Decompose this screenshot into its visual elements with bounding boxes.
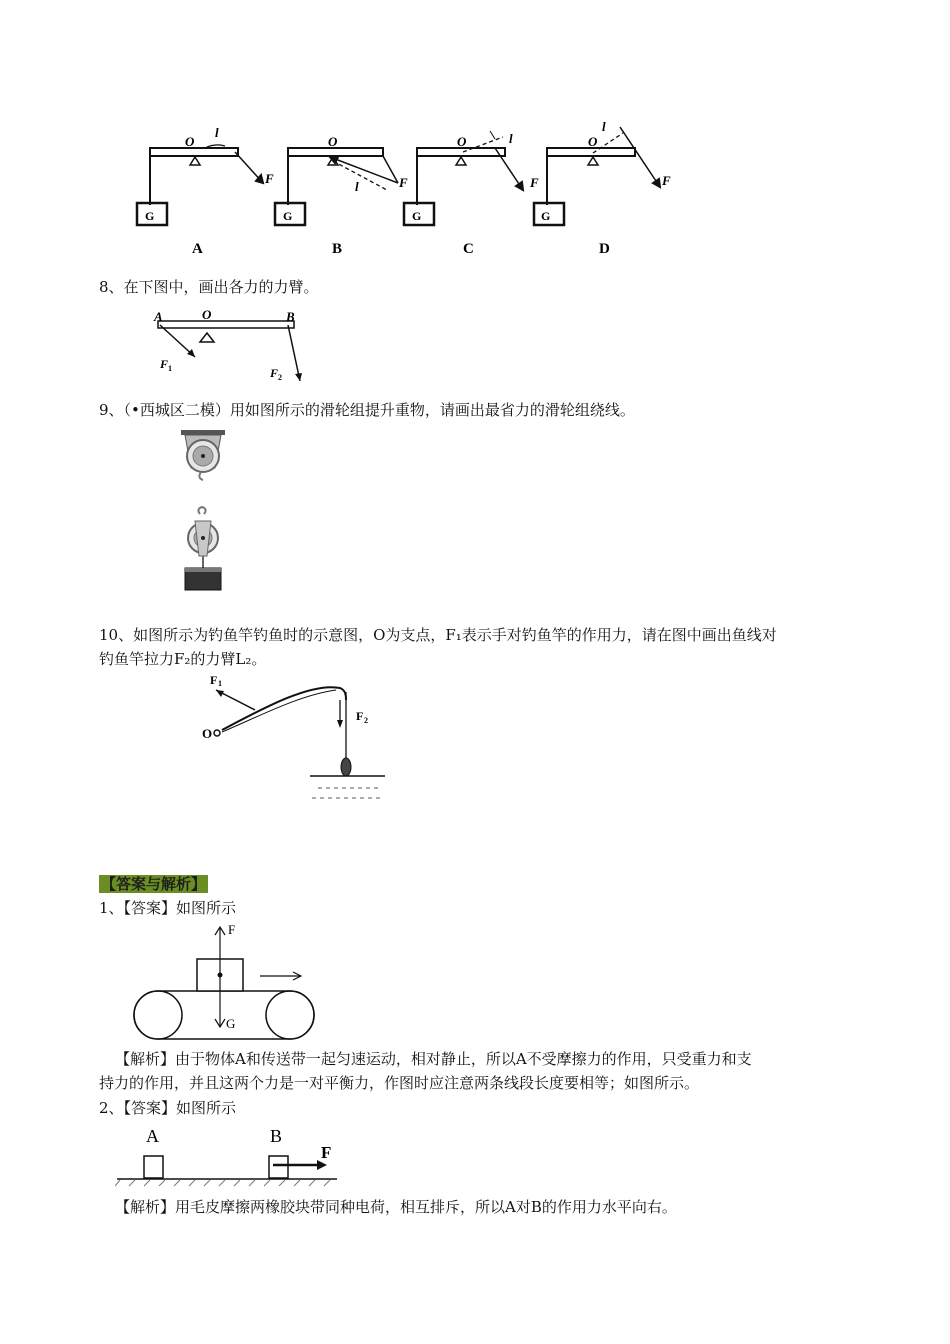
q8-text: 8、在下图中，画出各力的力臂。 <box>99 278 319 296</box>
option-b-label: B <box>332 241 343 257</box>
option-a-diagram <box>137 145 263 225</box>
answer-2-title: 2、【答案】如图所示 <box>99 1099 237 1117</box>
q8-label-f1-sub: 1 <box>168 364 172 373</box>
option-b-force: F <box>399 175 408 190</box>
q9-text: 9、（•西城区二模）用如图所示的滑轮组提升重物，请画出最省力的滑轮组绕线。 <box>99 401 635 419</box>
option-b-pivot: O <box>328 134 338 149</box>
option-b-arm: l <box>355 179 359 194</box>
option-d-weight: G <box>541 209 551 223</box>
answer-2-figure <box>115 1120 340 1192</box>
answer-1-explanation-line1: 【解析】由于物体A和传送带一起匀速运动，相对静止，所以A不受摩擦力的作用，只受重力和支 <box>115 1050 752 1068</box>
option-a-weight: G <box>145 209 155 223</box>
answer-1-figure <box>128 920 328 1040</box>
answer-2-label-b: B <box>270 1126 283 1146</box>
option-a-label: A <box>192 241 203 257</box>
option-c-pivot: O <box>457 134 467 149</box>
answer-1-label-f: F <box>228 922 236 937</box>
option-c-label: C <box>463 241 474 257</box>
q10-label-f2-sub: 2 <box>364 716 368 725</box>
answer-2-label-a: A <box>146 1126 159 1146</box>
answers-heading-label: 【答案与解析】 <box>101 875 207 893</box>
option-d-arm: l <box>602 119 606 134</box>
option-c-weight: G <box>412 209 422 223</box>
option-d-pivot: O <box>588 134 598 149</box>
q10-text-line1: 10、如图所示为钓鱼竿钓鱼时的示意图，O为支点，F₁表示手对钓鱼竿的作用力，请在图中画出鱼线对 <box>99 626 777 644</box>
q10-label-f2: F <box>356 709 364 723</box>
q8-figure <box>150 305 320 387</box>
q10-label-f1: F <box>210 673 218 687</box>
option-a-arm: l <box>215 125 219 140</box>
option-d-label: D <box>599 241 610 257</box>
q8-label-f2: F <box>270 366 279 380</box>
option-a-pivot: O <box>185 134 195 149</box>
option-d-force: F <box>662 173 671 188</box>
q9-pulley-figure <box>175 428 235 596</box>
option-c-force: F <box>530 175 539 190</box>
answer-1-label-g: G <box>226 1016 236 1031</box>
answer-1-title: 1、【答案】如图所示 <box>99 899 237 917</box>
option-a-force: F <box>265 171 274 186</box>
option-c-arm: l <box>509 131 513 146</box>
q10-fishing-figure <box>200 670 390 805</box>
q10-label-o: O <box>202 726 213 741</box>
q10-label-f1-sub: 1 <box>218 679 222 688</box>
q8-label-b: B <box>286 309 295 324</box>
q8-label-a: A <box>154 309 163 324</box>
answers-heading <box>99 873 208 895</box>
q8-label-f2-sub: 2 <box>278 373 282 382</box>
option-b-weight: G <box>283 209 293 223</box>
answer-2-explanation: 【解析】用毛皮摩擦两橡胶块带同种电荷，相互排斥，所以A对B的作用力水平向右。 <box>115 1198 677 1216</box>
q8-label-o: O <box>202 307 212 322</box>
q10-text-line2: 钓鱼竿拉力F₂的力臂L₂。 <box>99 650 267 668</box>
q8-label-f1: F <box>160 357 169 371</box>
lever-options-figure <box>125 115 700 265</box>
answer-2-label-f: F <box>321 1143 332 1162</box>
option-b-diagram <box>275 148 398 225</box>
answer-1-explanation-line2: 持力的作用，并且这两个力是一对平衡力，作图时应注意两条线段长度要相等；如图所示。 <box>99 1074 700 1092</box>
